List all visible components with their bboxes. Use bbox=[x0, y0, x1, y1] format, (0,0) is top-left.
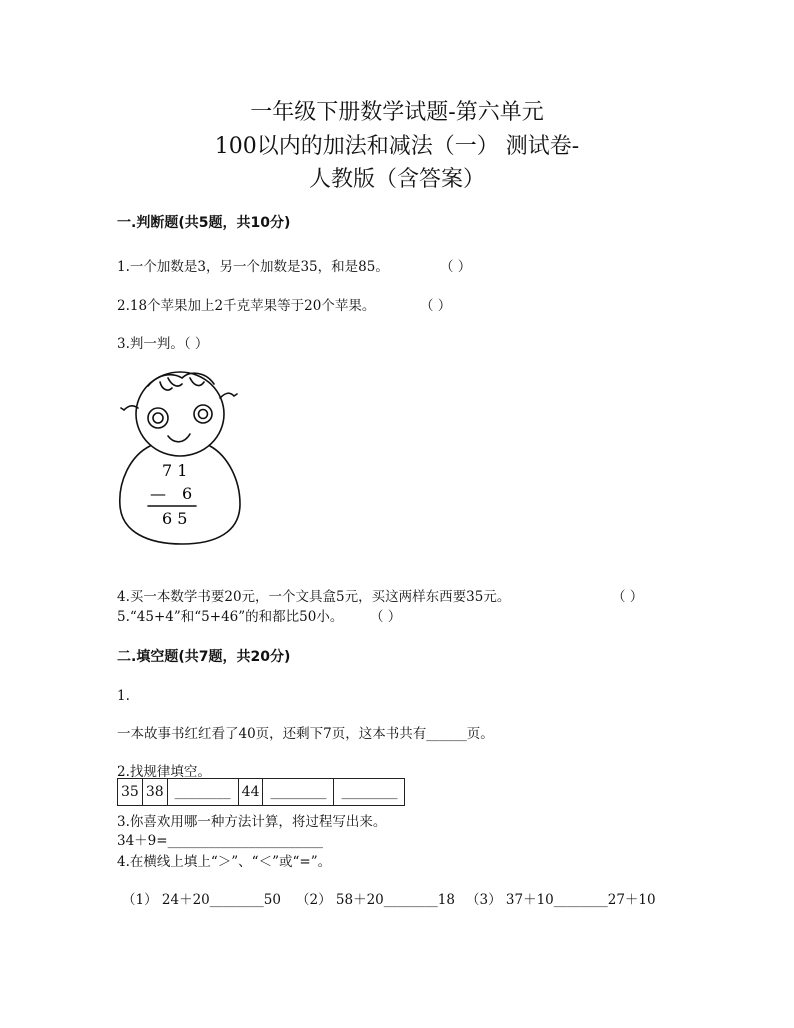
s2-q4-item-1-left: 24＋20 bbox=[161, 892, 210, 908]
section2-heading: 二.填空题(共7题，共20分) bbox=[117, 649, 291, 665]
cartoon-doll-figure bbox=[112, 364, 252, 554]
s1-answer-paren-4[interactable]: （ ） bbox=[612, 589, 644, 605]
s2-q4-item-2 bbox=[296, 888, 455, 908]
s1-answer-paren-1[interactable]: （ ） bbox=[440, 259, 472, 275]
s2-q4-item-2-blank[interactable]: ________ bbox=[383, 892, 438, 908]
s2-q4-item-3-blank[interactable]: ________ bbox=[553, 892, 608, 908]
figure-top-number: 7 1 bbox=[162, 461, 188, 480]
s2-q4-item-1-blank[interactable]: ________ bbox=[209, 892, 264, 908]
seq-blank-1[interactable]: ________ bbox=[167, 779, 238, 806]
s2-q3-blank[interactable]: _______________________ bbox=[167, 833, 323, 849]
s2-q4-item-1-label: （1） bbox=[122, 892, 158, 908]
figure-result: 6 5 bbox=[162, 509, 188, 528]
seq-blank-3[interactable]: ________ bbox=[334, 779, 405, 806]
s2-question-1-number: 1. bbox=[117, 688, 130, 704]
s2-question-4: 4.在横线上填上“＞”、“＜”或“=”。 bbox=[117, 854, 332, 870]
s2-question-3-expression bbox=[117, 829, 323, 849]
s2-q1-text-a: 一本故事书红红看了40页，还剩下7页，这本书共有 bbox=[117, 726, 427, 742]
s2-q1-text-b: 页。 bbox=[466, 726, 494, 742]
s2-q4-item-3 bbox=[466, 888, 656, 908]
figure-subtrahend: 6 bbox=[182, 484, 193, 503]
s2-q4-item-1-right: 50 bbox=[263, 892, 281, 908]
s2-q3-expr: 34＋9= bbox=[117, 833, 168, 849]
seq-cell-2: 38 bbox=[142, 779, 167, 806]
s2-question-2: 2.找规律填空。 bbox=[117, 764, 211, 780]
s1-question-4: 4.买一本数学书要20元，一个文具盒5元，买这两样东西要35元。 bbox=[117, 589, 511, 605]
s1-question-5: 5.“45+4”和“5+46”的和都比50小。 bbox=[117, 609, 344, 625]
seq-cell-1: 35 bbox=[118, 779, 143, 806]
doc-title-line-1: 一年级下册数学试题-第六单元 bbox=[250, 100, 544, 125]
seq-cell-4: 44 bbox=[238, 779, 263, 806]
seq-blank-2[interactable]: ________ bbox=[263, 779, 334, 806]
s2-question-1 bbox=[117, 722, 494, 742]
s2-q4-item-1 bbox=[122, 888, 281, 908]
sequence-table bbox=[117, 778, 405, 806]
s1-question-2: 2.18个苹果加上2千克苹果等于20个苹果。 bbox=[117, 298, 376, 314]
s2-q4-item-2-left: 58＋20 bbox=[335, 892, 384, 908]
doc-title-line-2: 100以内的加法和减法（一） 测试卷- bbox=[214, 134, 580, 159]
s2-q1-blank[interactable]: ______ bbox=[426, 726, 467, 742]
s1-question-3: 3.判一判。（ ） bbox=[117, 336, 209, 352]
doc-title-line-3: 人教版（含答案） bbox=[308, 167, 485, 192]
s2-q4-item-3-label: （3） bbox=[466, 892, 502, 908]
s1-answer-paren-2[interactable]: （ ） bbox=[420, 298, 452, 314]
s1-question-1: 1.一个加数是3，另一个加数是35，和是85。 bbox=[117, 259, 389, 275]
s2-q4-item-3-left: 37＋10 bbox=[505, 892, 554, 908]
section1-heading: 一.判断题(共5题，共10分) bbox=[117, 215, 291, 231]
s2-question-3: 3.你喜欢用哪一种方法计算，将过程写出来。 bbox=[117, 814, 387, 830]
s2-q4-item-3-right: 27＋10 bbox=[607, 892, 656, 908]
s2-q4-item-2-right: 18 bbox=[437, 892, 455, 908]
s2-q4-item-2-label: （2） bbox=[296, 892, 332, 908]
figure-minus-sign: — bbox=[150, 484, 166, 503]
s1-answer-paren-5[interactable]: （ ） bbox=[370, 609, 402, 625]
